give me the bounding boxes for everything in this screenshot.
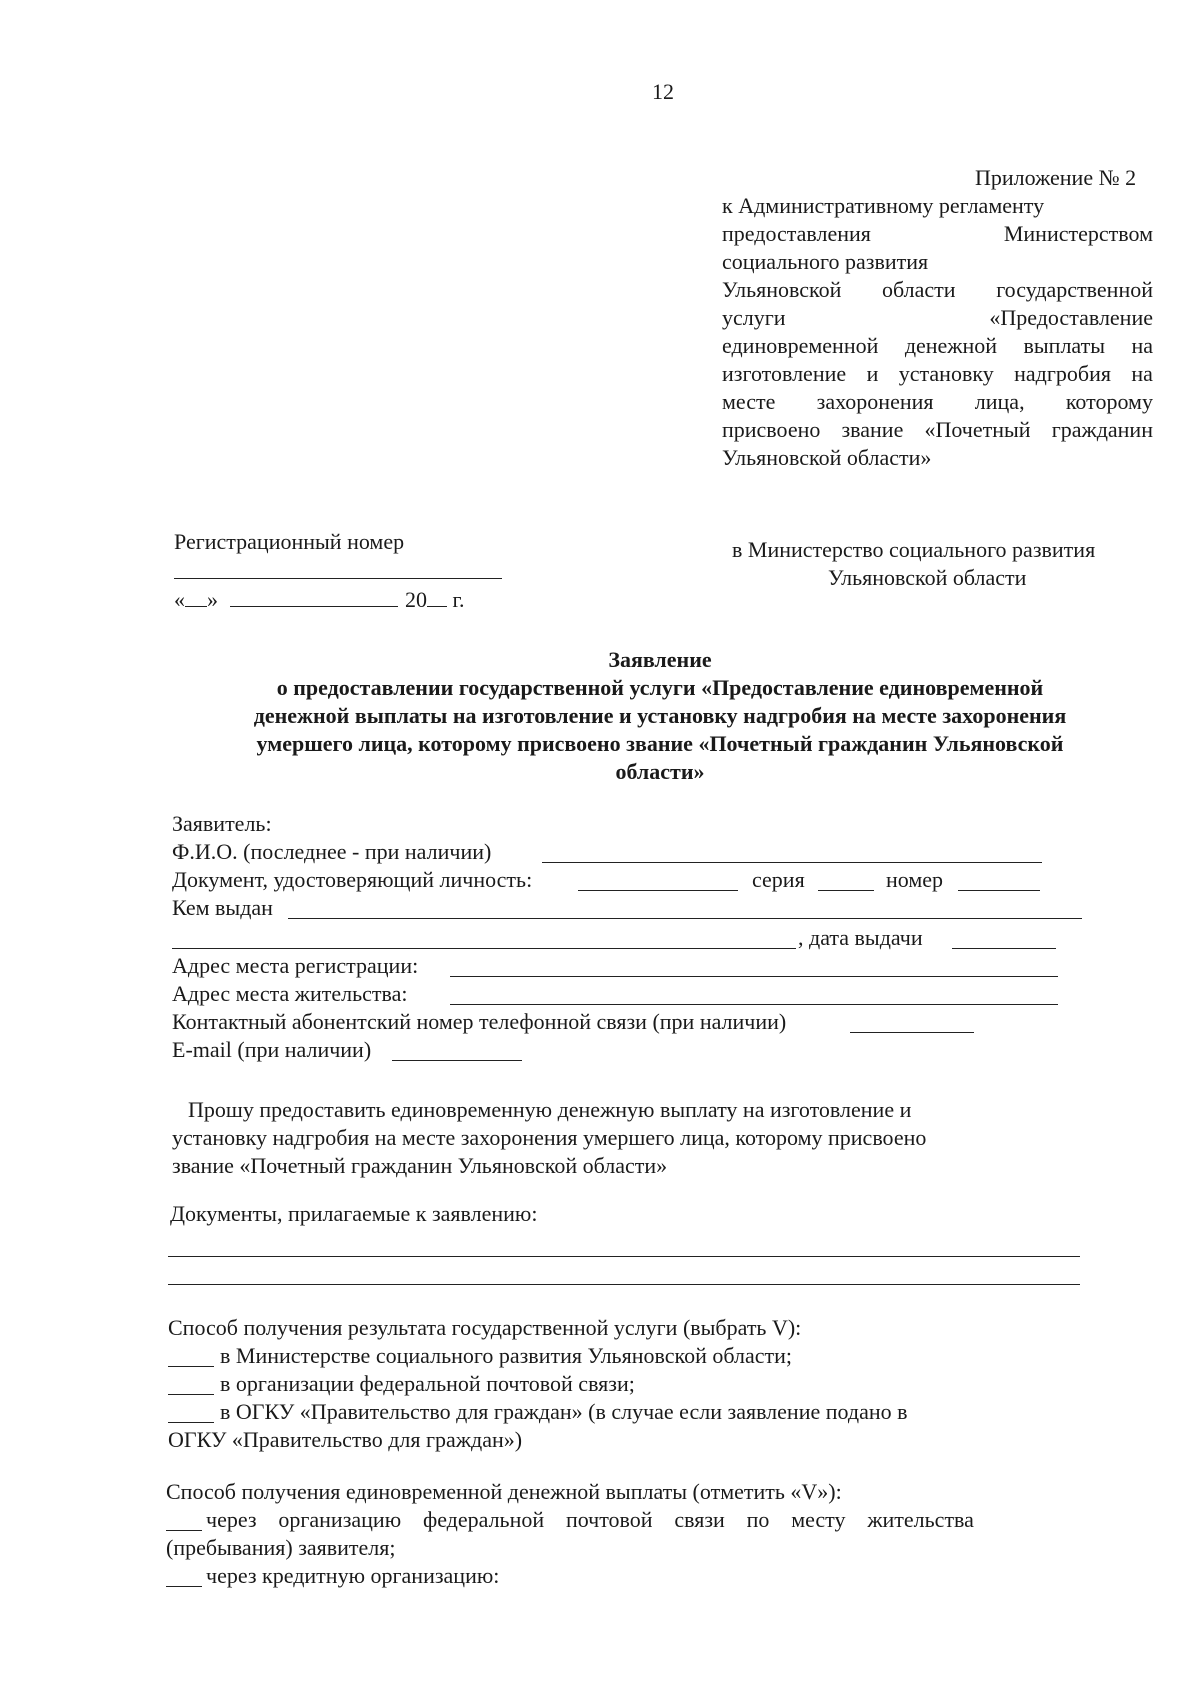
month-field[interactable] [230, 586, 398, 607]
documents-field[interactable] [168, 1256, 1080, 1257]
result-option-checkbox[interactable] [168, 1422, 214, 1423]
appendix-line: к Административному регламенту [722, 193, 1045, 218]
document-heading: области» [615, 759, 705, 784]
payment-option-checkbox[interactable] [166, 1586, 202, 1587]
result-option-ministry: в Министерстве социального развития Ульяновской области; [220, 1343, 792, 1368]
document-title: Заявление [608, 647, 712, 672]
appendix-line: Ульяновской области» [722, 445, 932, 470]
document-type-field[interactable] [578, 890, 738, 891]
request-text: установку надгробия на месте захоронения умершего лица, которому присвоено [172, 1125, 927, 1150]
request-text: звание «Почетный гражданин Ульяновской области» [172, 1153, 668, 1178]
email-label: E-mail (при наличии) [172, 1037, 372, 1062]
payment-option-checkbox[interactable] [166, 1530, 202, 1531]
number-field[interactable] [958, 890, 1040, 891]
series-label: серия [752, 867, 805, 892]
registration-number-field[interactable] [174, 578, 502, 579]
payment-option-post-cont: (пребывания) заявителя; [166, 1535, 396, 1560]
applicant-label: Заявитель: [172, 811, 272, 836]
fio-label: Ф.И.О. (последнее - при наличии) [172, 839, 492, 864]
issue-date-field[interactable] [952, 948, 1056, 949]
document-heading: о предоставлении государственной услуги «Предоставление единовременной [276, 675, 1044, 700]
addressee-line2: Ульяновской области [828, 565, 1027, 590]
document-heading: умершего лица, которому присвоено звание «Почетный гражданин Ульяновской [256, 731, 1064, 756]
result-option-checkbox[interactable] [168, 1394, 214, 1395]
registration-date: « » 20 г. [174, 587, 465, 612]
registration-label: Регистрационный номер [174, 529, 405, 554]
documents-label: Документы, прилагаемые к заявлению: [170, 1201, 538, 1226]
result-method-label: Способ получения результата государственной услуги (выбрать V): [168, 1315, 802, 1340]
appendix-line: услуги «Предоставление [722, 305, 1153, 330]
document-heading: денежной выплаты на изготовление и установку надгробия на месте захоронения [253, 703, 1067, 728]
documents-field[interactable] [168, 1284, 1080, 1285]
issued-by-field[interactable] [288, 918, 1082, 919]
appendix-line: присвоено звание «Почетный гражданин [722, 417, 1153, 442]
res-address-field[interactable] [450, 1004, 1058, 1005]
appendix-line: предоставления Министерством [722, 221, 1153, 246]
page-number: 12 [652, 79, 674, 104]
payment-option-bank: через кредитную организацию: [206, 1563, 500, 1588]
appendix-line: месте захоронения лица, которому [722, 389, 1153, 414]
day-field[interactable] [185, 586, 207, 607]
appendix-line: единовременной денежной выплаты на [722, 333, 1153, 358]
appendix-line: Ульяновской области государственной [722, 277, 1153, 302]
result-option-checkbox[interactable] [168, 1366, 214, 1367]
result-option-post: в организации федеральной почтовой связи; [220, 1371, 635, 1396]
request-text: Прошу предоставить единовременную денежную выплату на изготовление и [188, 1097, 912, 1122]
fio-field[interactable] [542, 862, 1042, 863]
number-label: номер [886, 867, 944, 892]
result-option-ogku: в ОГКУ «Правительство для граждан» (в случае если заявление подано в [220, 1399, 908, 1424]
payment-option-post: через организацию федеральной почтовой связи по месту жительства [206, 1507, 974, 1532]
phone-label: Контактный абонентский номер телефонной связи (при наличии) [172, 1009, 787, 1034]
series-field[interactable] [818, 890, 874, 891]
result-option-ogku-cont: ОГКУ «Правительство для граждан») [168, 1427, 523, 1452]
year-field[interactable] [427, 586, 447, 607]
issued-by-field-cont[interactable] [172, 948, 796, 949]
document-label: Документ, удостоверяющий личность: [172, 867, 533, 892]
payment-method-label: Способ получения единовременной денежной выплаты (отметить «V»): [166, 1479, 842, 1504]
appendix-line: изготовление и установку надгробия на [722, 361, 1153, 386]
res-address-label: Адрес места жительства: [172, 981, 408, 1006]
appendix-title: Приложение № 2 [975, 165, 1137, 190]
reg-address-field[interactable] [450, 976, 1058, 977]
appendix-line: социального развития [722, 249, 929, 274]
email-field[interactable] [392, 1060, 522, 1061]
phone-field[interactable] [850, 1032, 974, 1033]
addressee-line1: в Министерство социального развития [732, 537, 1096, 562]
issued-by-label: Кем выдан [172, 895, 273, 920]
reg-address-label: Адрес места регистрации: [172, 953, 419, 978]
issue-date-label: , дата выдачи [798, 925, 923, 950]
